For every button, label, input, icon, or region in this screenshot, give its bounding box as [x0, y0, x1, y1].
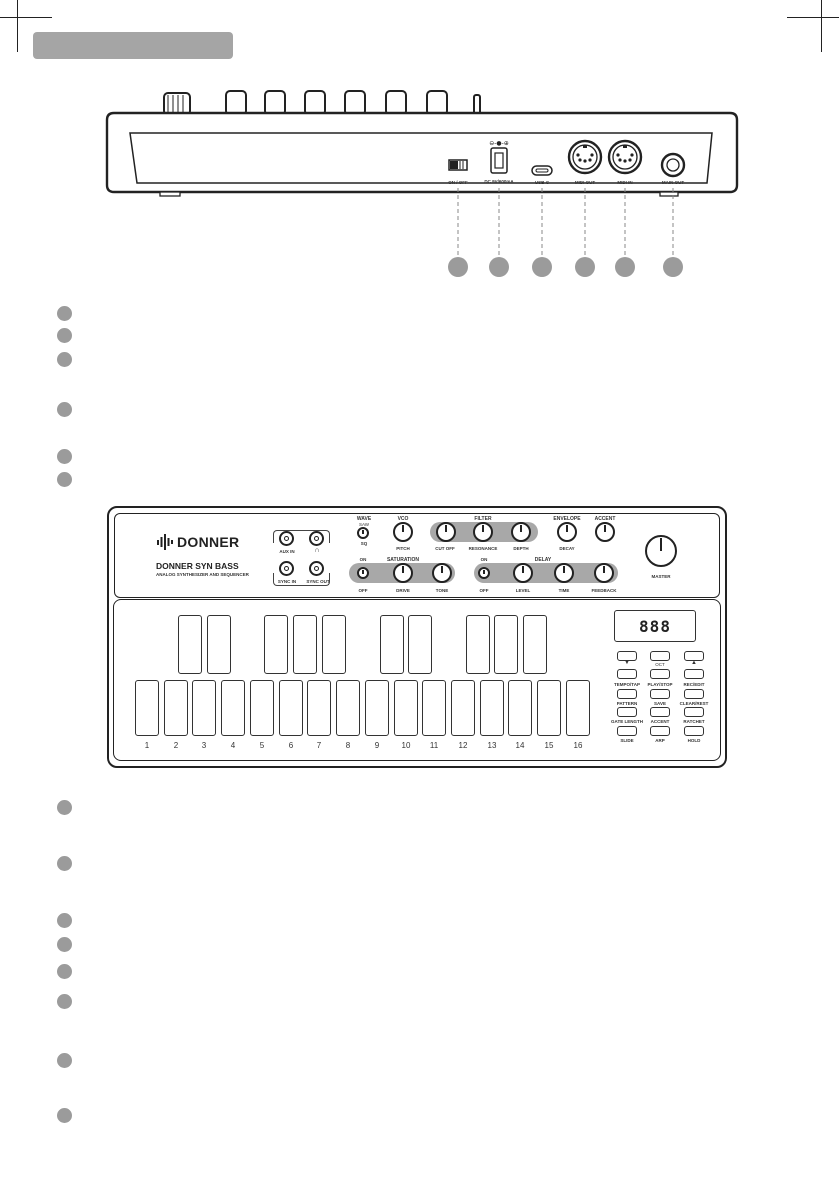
label-delay-off: OFF — [479, 588, 489, 593]
model-subtitle: ANALOG SYNTHESIZER AND SEQUENCER — [156, 572, 249, 577]
tempo-tap-button[interactable] — [617, 689, 637, 699]
step-number: 7 — [316, 741, 322, 750]
label-resonance: RESONANCE — [468, 546, 498, 551]
time-knob[interactable] — [554, 563, 574, 583]
list-bullet — [57, 964, 72, 979]
list-bullet — [57, 913, 72, 928]
label-arp: ARP — [655, 738, 665, 743]
rear-panel-diagram — [100, 85, 740, 285]
label-depth: DEPTH — [513, 546, 529, 551]
save-button[interactable] — [650, 707, 670, 717]
drive-knob[interactable] — [393, 563, 413, 583]
label-aux-in: AUX IN — [279, 549, 295, 554]
step-pad[interactable] — [164, 680, 188, 736]
label-delay: DELAY — [534, 557, 552, 563]
chevron-down-icon: ▼ — [624, 660, 630, 666]
depth-knob[interactable] — [511, 522, 531, 542]
label-delay-on: ON — [480, 557, 488, 562]
label-sync-out: SYNC OUT — [306, 579, 330, 584]
label-hold: HOLD — [687, 738, 701, 743]
step-pad[interactable] — [480, 680, 504, 736]
callout-marker — [615, 257, 635, 277]
label-oct: OCT — [655, 662, 665, 667]
tone-knob[interactable] — [432, 563, 452, 583]
black-key-pad[interactable] — [380, 615, 404, 674]
black-key-pad[interactable] — [207, 615, 231, 674]
row2-button[interactable] — [684, 669, 704, 679]
donner-logo-icon — [156, 533, 174, 551]
step-pad[interactable] — [336, 680, 360, 736]
master-knob[interactable] — [645, 535, 677, 567]
pitch-knob[interactable] — [393, 522, 413, 542]
headphone-jack[interactable] — [309, 531, 324, 546]
display-digits: 888 — [639, 617, 671, 636]
list-bullet — [57, 402, 72, 417]
label-pattern: PATTERN — [616, 701, 638, 706]
step-pad[interactable] — [221, 680, 245, 736]
step-number: 5 — [259, 741, 265, 750]
main-out-jack — [662, 154, 684, 176]
step-pad[interactable] — [279, 680, 303, 736]
label-tempo-tap: TEMPO/TAP — [614, 682, 640, 687]
callout-marker — [448, 257, 468, 277]
label-ratchet: RATCHET — [683, 719, 705, 724]
step-number: 2 — [173, 741, 179, 750]
resonance-knob[interactable] — [473, 522, 493, 542]
label-rec-edit: REC/EDIT — [683, 682, 705, 687]
top-knob — [345, 91, 365, 115]
step-pad[interactable] — [365, 680, 389, 736]
svg-text:⊖-●-⊕: ⊖-●-⊕ — [489, 140, 509, 147]
step-pad[interactable] — [394, 680, 418, 736]
step-number: 12 — [458, 741, 468, 750]
usb-c-port — [532, 166, 552, 175]
callout-marker — [575, 257, 595, 277]
label-midi-out: MIDI OUT — [574, 180, 596, 185]
label-feedback: FEEDBACK — [591, 588, 617, 593]
black-key-pad[interactable] — [523, 615, 547, 674]
label-pitch: PITCH — [396, 546, 410, 551]
delay-switch[interactable] — [478, 567, 490, 579]
headphone-icon: ∩ — [314, 547, 320, 554]
crop-mark — [821, 0, 822, 52]
list-bullet — [57, 449, 72, 464]
label-sat-off: OFF — [358, 588, 368, 593]
label-main-out: MAIN OUT — [661, 180, 685, 185]
step-number: 1 — [144, 741, 150, 750]
label-decay: DECAY — [559, 546, 575, 551]
row2-button[interactable] — [650, 669, 670, 679]
step-number: 11 — [429, 741, 439, 750]
label-vco: VCO — [397, 516, 409, 522]
list-bullet — [57, 800, 72, 815]
dc-jack — [491, 148, 507, 173]
label-accent: ACCENT — [594, 516, 616, 522]
label-sync-in: SYNC IN — [277, 579, 297, 584]
row2-button[interactable] — [617, 669, 637, 679]
step-pad[interactable] — [508, 680, 532, 736]
list-bullet — [57, 328, 72, 343]
step-number: 3 — [201, 741, 207, 750]
decay-knob[interactable] — [557, 522, 577, 542]
step-pad[interactable] — [566, 680, 590, 736]
brand-name: DONNER — [177, 534, 240, 550]
label-wave: WAVE — [356, 516, 372, 522]
top-knob — [427, 91, 447, 115]
aux-in-jack[interactable] — [279, 531, 294, 546]
black-key-pad[interactable] — [322, 615, 346, 674]
label-saturation: SATURATION — [386, 557, 420, 563]
step-number: 4 — [230, 741, 236, 750]
black-key-pad[interactable] — [178, 615, 202, 674]
saturation-switch[interactable] — [357, 567, 369, 579]
label-envelope: ENVELOPE — [553, 516, 581, 522]
list-bullet — [57, 472, 72, 487]
play-stop-button[interactable] — [650, 689, 670, 699]
step-pad[interactable] — [537, 680, 561, 736]
chevron-up-icon: ▲ — [691, 660, 697, 666]
accent-button[interactable] — [650, 726, 670, 736]
step-pad[interactable] — [192, 680, 216, 736]
black-key-pad[interactable] — [494, 615, 518, 674]
crop-mark — [787, 17, 839, 18]
label-wave-saw: SAW — [358, 522, 370, 527]
top-knob — [305, 91, 325, 115]
model-name: DONNER SYN BASS — [156, 561, 239, 571]
label-usb: USB-C — [534, 180, 550, 185]
step-pad[interactable] — [451, 680, 475, 736]
pattern-button[interactable] — [617, 707, 637, 717]
black-key-pad[interactable] — [466, 615, 490, 674]
ratchet-button[interactable] — [684, 726, 704, 736]
led-display — [614, 610, 696, 642]
label-save: SAVE — [654, 701, 666, 706]
step-number: 16 — [573, 741, 583, 750]
label-sat-on: ON — [359, 557, 367, 562]
label-play-stop: PLAY/STOP — [647, 682, 673, 687]
crop-mark — [17, 0, 18, 52]
list-bullet — [57, 306, 72, 321]
crop-mark — [0, 17, 52, 18]
cutoff-knob[interactable] — [436, 522, 456, 542]
step-pad[interactable] — [135, 680, 159, 736]
label-wave-sq: SQ — [360, 541, 368, 546]
black-key-pad[interactable] — [408, 615, 432, 674]
step-number: 8 — [345, 741, 351, 750]
label-time: TIME — [558, 588, 570, 593]
step-number: 15 — [544, 741, 554, 750]
list-bullet — [57, 994, 72, 1009]
label-clear-rest: CLEAR/REST — [679, 701, 709, 706]
accent-knob[interactable] — [595, 522, 615, 542]
step-number: 10 — [401, 741, 411, 750]
gate-length-button[interactable] — [617, 726, 637, 736]
front-panel-top — [114, 513, 720, 598]
black-key-pad[interactable] — [264, 615, 288, 674]
list-bullet — [57, 856, 72, 871]
step-pad[interactable] — [250, 680, 274, 736]
oct-center-button[interactable] — [650, 651, 670, 661]
top-knob — [386, 91, 406, 115]
label-filter: FILTER — [474, 516, 492, 522]
label-gate-length: GATE LENGTH — [611, 719, 643, 724]
label-master: MASTER — [651, 574, 671, 579]
label-cutoff: CUT OFF — [435, 546, 455, 551]
section-header-bar — [33, 32, 233, 59]
list-bullet — [57, 1053, 72, 1068]
label-slide: SLIDE — [620, 738, 634, 743]
label-level: LEVEL — [515, 588, 531, 593]
rec-edit-button[interactable] — [684, 689, 704, 699]
list-bullet — [57, 937, 72, 952]
list-bullet — [57, 1108, 72, 1123]
list-bullet — [57, 352, 72, 367]
black-key-pad[interactable] — [293, 615, 317, 674]
step-pad[interactable] — [422, 680, 446, 736]
clear-rest-button[interactable] — [684, 707, 704, 717]
label-dc: DC 9V/600mA — [484, 179, 514, 184]
label-drive: DRIVE — [396, 588, 410, 593]
step-number: 14 — [515, 741, 525, 750]
level-knob[interactable] — [513, 563, 533, 583]
step-number: 9 — [374, 741, 380, 750]
callout-marker — [489, 257, 509, 277]
wave-switch[interactable] — [357, 527, 369, 539]
step-pad[interactable] — [307, 680, 331, 736]
label-midi-in: MIDI IN — [617, 180, 633, 185]
label-tone: TONE — [435, 588, 449, 593]
callout-marker — [532, 257, 552, 277]
top-knob — [265, 91, 285, 115]
feedback-knob[interactable] — [594, 563, 614, 583]
step-number: 13 — [487, 741, 497, 750]
callout-marker — [663, 257, 683, 277]
label-accent-btn: ACCENT — [650, 719, 670, 724]
top-knob — [226, 91, 246, 115]
step-number: 6 — [288, 741, 294, 750]
jack-bracket — [273, 573, 330, 586]
label-power: ON / OFF — [448, 180, 468, 185]
